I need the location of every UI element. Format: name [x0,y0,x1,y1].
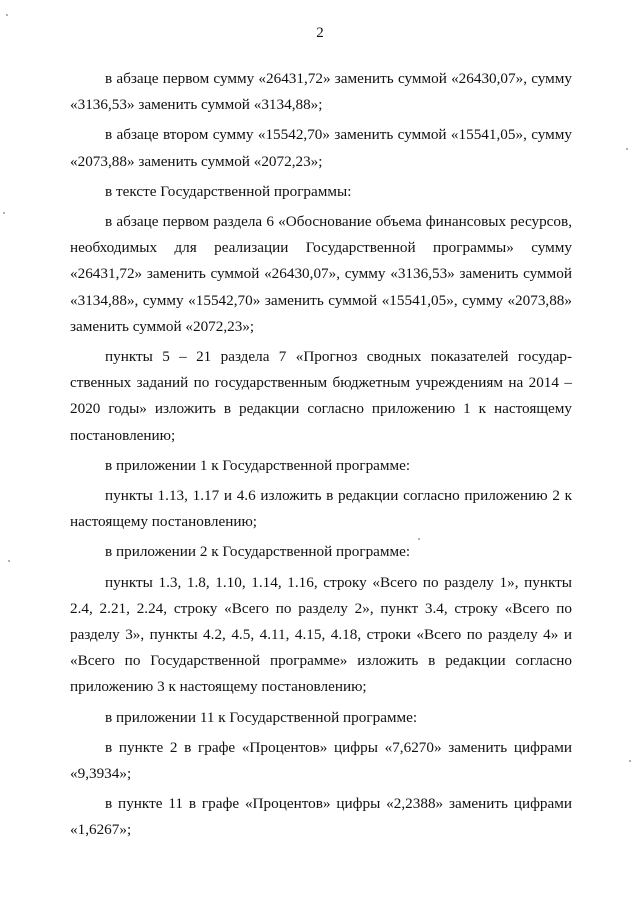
paragraph-5: пункты 5 – 21 раздела 7 «Прогноз сводных показателей государственных заданий по государственным бюджетным учреждениям на 2014 – 2020 годы» изложить в редакции согласно приложению 1 к настоящему постановлению; [70,348,572,444]
paragraph-12: в пункте 11 в графе «Процентов» цифры «2,2388» заменить цифрами «1,6267»; [70,795,572,839]
paragraph-8: в приложении 2 к Государственной программе: [105,543,411,561]
paragraph-10: в приложении 11 к Государственной программе: [105,708,418,726]
scan-speck [6,14,8,16]
paragraph-1: в абзаце первом сумму «26431,72» заменить суммой «26430,07», сумму «3136,53» заменить суммой «3134,88»; [70,70,572,114]
paragraph-7: пункты 1.13, 1.17 и 4.6 изложить в редакции согласно приложению 2 к настоящему постановлению; [70,487,572,531]
document-body [70,66,572,844]
scan-speck [418,538,420,540]
paragraph-2: в абзаце втором сумму «15542,70» заменить суммой «15541,05», сумму «2073,88» заменить суммой «2072,23»; [70,126,572,170]
paragraph-6: в приложении 1 к Государственной программе: [105,456,411,474]
scan-speck [3,212,5,214]
scan-speck [626,148,628,150]
paragraph-4: в абзаце первом раздела 6 «Обоснование объема финансовых ресурсов, необходимых для реализации Государственной программы» сумму «26431,72» заменить суммой «26430,07», сумму «3136,53» заменить суммой «3134,88», сумму «15542,70» заменить суммой «15541,05», сумму «2073,88» заменить суммой «2072,23»; [70,213,572,335]
paragraph-11: в пункте 2 в графе «Процентов» цифры «7,6270» заменить цифрами «9,3934»; [70,738,572,783]
paragraph-9: пункты 1.3, 1.8, 1.10, 1.14, 1.16, строку «Всего по разделу 1», пункты 2.4, 2.21, 2.24, строку «Всего по разделу 2», пункт 3.4, строку «Всего по разделу 3», пункты 4.2, 4.5, 4.11, 4.15, 4.18, строки «Всего по разделу 4» и «Всего по Государственной программе» изложить в редакции согласно приложению 3 к настоящему постановлению; [70,573,572,696]
scan-speck [629,760,631,762]
page-number: 2 [316,25,324,41]
paragraph-3: в тексте Государственной программы: [105,182,352,200]
scan-speck [8,560,10,562]
